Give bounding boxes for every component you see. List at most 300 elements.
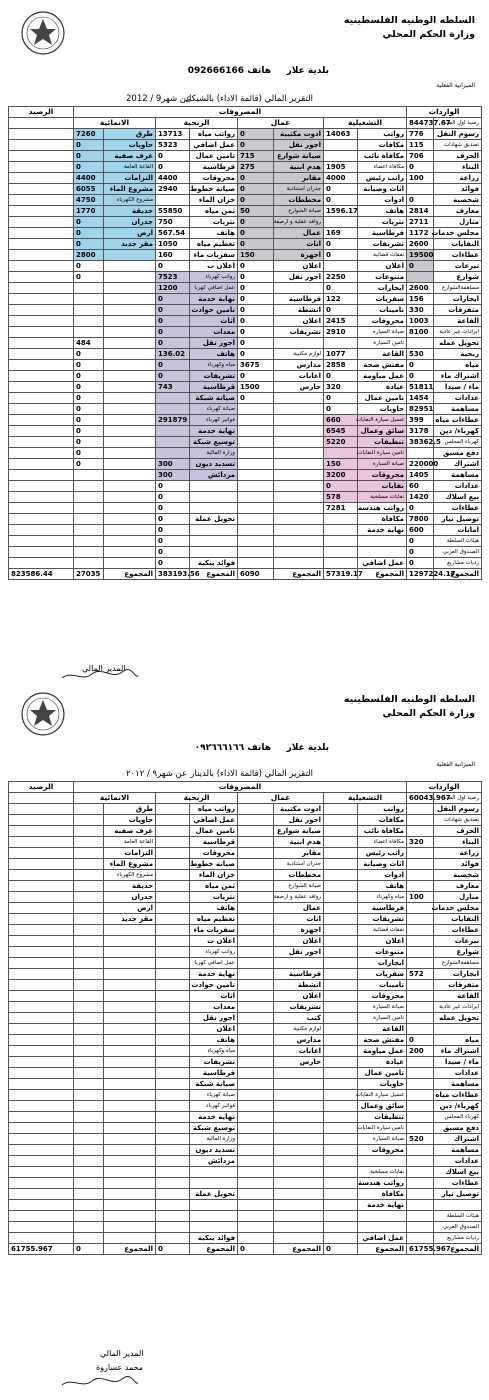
revenue-label: زراعة — [434, 848, 482, 859]
profit-label: رواتب كهرباء — [190, 272, 238, 283]
profit-label: فوائد بنكية — [190, 558, 238, 569]
capital-value — [74, 1167, 104, 1178]
operational-value: 0 — [324, 371, 358, 382]
operational-value: 169 — [324, 228, 358, 239]
table-header-row — [9, 782, 482, 793]
labor-label — [274, 415, 324, 426]
capital-label: حاويات — [104, 140, 156, 151]
table-row — [9, 382, 482, 393]
table-row — [9, 327, 482, 338]
operational-label: مكافاة نائب — [358, 826, 407, 837]
labor-value — [238, 1035, 274, 1046]
profit-value: 0 — [156, 481, 190, 492]
revenue-value: 2600 — [407, 239, 434, 250]
capital-value: 484 — [74, 338, 104, 349]
revenue-value: 51811 — [407, 382, 434, 393]
labor-value — [238, 826, 274, 837]
revenue-value: 1405 — [407, 470, 434, 481]
profit-label: صيانة شبكة — [190, 393, 238, 404]
balance-cell — [9, 448, 74, 459]
capital-value — [74, 492, 104, 503]
revenue-value — [407, 338, 434, 349]
profit-label: عمل اضافي — [190, 815, 238, 826]
capital-value — [74, 1035, 104, 1046]
labor-value — [238, 415, 274, 426]
table-row — [9, 448, 482, 459]
operational-value: 150 — [324, 459, 358, 470]
revenue-label: ايرادات غير عادية — [434, 327, 482, 338]
balance-cell — [9, 1178, 74, 1189]
profit-value — [156, 1013, 190, 1024]
profit-label: اجور نقل — [190, 338, 238, 349]
total-labor: 0 — [238, 1244, 274, 1255]
profit-value — [156, 448, 190, 459]
revenue-label: مياه — [434, 1035, 482, 1046]
table-row — [9, 250, 482, 261]
operational-value — [324, 1200, 358, 1211]
revenue-label: فوائد — [434, 184, 482, 195]
labor-value: 0 — [238, 272, 274, 283]
profit-label: اعلان — [190, 1024, 238, 1035]
capital-value — [74, 1145, 104, 1156]
revenue-value — [407, 859, 434, 870]
total-label: المجموع — [434, 569, 482, 580]
profit-label — [190, 1200, 238, 1211]
capital-label — [104, 958, 156, 969]
profit-value: 0 — [156, 525, 190, 536]
revenue-label: بيع اسلاك — [434, 492, 482, 503]
labor-value — [238, 514, 274, 525]
capital-value — [74, 1079, 104, 1090]
capital-label — [104, 1145, 156, 1156]
revenue-label: عدادات — [434, 481, 482, 492]
operational-value — [324, 881, 358, 892]
operational-label: محروقات — [358, 991, 407, 1002]
table-row — [9, 1189, 482, 1200]
capital-value — [74, 294, 104, 305]
table-row — [9, 228, 482, 239]
capital-label — [104, 338, 156, 349]
operational-label — [358, 547, 407, 558]
capital-value: 4400 — [74, 173, 104, 184]
operational-value — [324, 1167, 358, 1178]
operational-label: مكافات — [358, 140, 407, 151]
operational-value: 578 — [324, 492, 358, 503]
revenue-value — [407, 980, 434, 991]
labor-label: اجهزة — [274, 925, 324, 936]
revenue-value: 220000 — [407, 459, 434, 470]
table-row — [9, 1090, 482, 1101]
profit-label — [190, 1211, 238, 1222]
capital-label — [104, 1189, 156, 1200]
labor-label — [274, 283, 324, 294]
operational-label: اعلان — [358, 936, 407, 947]
profit-label: تعظيم مياه — [190, 239, 238, 250]
profit-value — [156, 881, 190, 892]
capital-label — [104, 1211, 156, 1222]
emblem-icon — [20, 691, 66, 737]
capital-value — [74, 536, 104, 547]
table-row — [9, 173, 482, 184]
table-row — [9, 437, 482, 448]
labor-label: كتب — [274, 1013, 324, 1024]
labor-label: جدران استنادية — [274, 184, 324, 195]
capital-value — [74, 1211, 104, 1222]
profit-value — [156, 426, 190, 437]
operational-label: سائق وعمال — [358, 426, 407, 437]
capital-value — [74, 1189, 104, 1200]
profit-value — [156, 892, 190, 903]
profit-value — [156, 980, 190, 991]
labor-label: اعلان — [274, 316, 324, 327]
operational-value — [324, 903, 358, 914]
labor-label — [274, 404, 324, 415]
labor-label — [274, 1189, 324, 1200]
table-row — [9, 1046, 482, 1057]
profit-value: 0 — [156, 305, 190, 316]
revenue-label: مساهمة — [434, 470, 482, 481]
operational-label: مياه وكهرباء — [358, 892, 407, 903]
revenue-value — [407, 1013, 434, 1024]
revenue-label: فوائد — [434, 859, 482, 870]
revenue-label: تصديق شهادات — [434, 140, 482, 151]
operational-value — [324, 1222, 358, 1233]
profit-value — [156, 969, 190, 980]
revenue-label: عطاءات — [434, 925, 482, 936]
operational-value — [324, 514, 358, 525]
operational-label: عمل اضافي — [358, 1233, 407, 1244]
operational-value — [324, 1035, 358, 1046]
operational-value: 2910 — [324, 327, 358, 338]
operational-value — [324, 1079, 358, 1090]
revenue-value: 0 — [407, 536, 434, 547]
closing-balance: 823586.44 — [9, 569, 74, 580]
labor-value — [238, 503, 274, 514]
revenue-label: هيئات السلطة — [434, 1211, 482, 1222]
revenue-label: ايرادات غير عادية — [434, 1002, 482, 1013]
balance-cell — [9, 1145, 74, 1156]
authority-header — [344, 14, 475, 42]
revenue-label: عطاءات — [434, 250, 482, 261]
operational-value: 4000 — [324, 173, 358, 184]
balance-cell — [9, 1123, 74, 1134]
municipality-line — [188, 66, 329, 76]
labor-label — [274, 514, 324, 525]
revenue-label — [434, 1024, 482, 1035]
profit-label: رواتب مياه — [190, 804, 238, 815]
labor-label: اعانات — [274, 1046, 324, 1057]
labor-value — [238, 925, 274, 936]
profit-value: 0 — [156, 492, 190, 503]
capital-value — [74, 815, 104, 826]
capital-label — [104, 980, 156, 991]
balance-header: الرصيد — [9, 782, 74, 793]
phone-number: ٠٩٢٦٦٦١٦٦ — [194, 743, 245, 753]
capital-label — [104, 426, 156, 437]
balance-cell — [9, 184, 74, 195]
operational-label: نثريات — [358, 217, 407, 228]
table-row — [9, 184, 482, 195]
revenue-label: عطاءات مياه — [434, 415, 482, 426]
operational-value — [324, 1101, 358, 1112]
labor-value — [238, 558, 274, 569]
labor-value — [238, 1233, 274, 1244]
capital-value: 0 — [74, 140, 104, 151]
total-profit: 383193.56 — [156, 569, 190, 580]
profit-header: الربحية — [156, 793, 238, 804]
profit-value — [156, 1167, 190, 1178]
ministry-name: وزارة الحكم المحلي — [382, 708, 475, 719]
operational-label: محروقات — [358, 316, 407, 327]
labor-value — [238, 804, 274, 815]
revenue-label: الحرف — [434, 826, 482, 837]
revenues-header: الواردات — [407, 782, 482, 793]
profit-label: مزدائش — [190, 1156, 238, 1167]
labor-label: لوازم مكتبية — [274, 349, 324, 360]
profit-label — [190, 1178, 238, 1189]
capital-label: حاويات — [104, 815, 156, 826]
capital-label: غرف صفية — [104, 826, 156, 837]
operational-value — [324, 969, 358, 980]
table-row — [9, 859, 482, 870]
table-row — [9, 151, 482, 162]
capital-value: 0 — [74, 349, 104, 360]
operational-label: تامينات — [358, 305, 407, 316]
profit-value — [156, 848, 190, 859]
capital-label — [104, 327, 156, 338]
profit-value — [156, 1178, 190, 1189]
profit-value — [156, 1189, 190, 1200]
profit-label: تحويل عملة — [190, 514, 238, 525]
report-title: التقرير المالي (قائمة الاداء) بالشيكل — [185, 94, 313, 104]
operational-value — [324, 837, 358, 848]
revenue-value — [407, 815, 434, 826]
revenue-label: تبرعات — [434, 936, 482, 947]
operational-label: نهاية خدمة — [358, 525, 407, 536]
labor-value: 715 — [238, 151, 274, 162]
capital-label: جدران — [104, 217, 156, 228]
revenue-label: ايجارات — [434, 294, 482, 305]
labor-label: صيانة شوارع — [274, 151, 324, 162]
profit-value: 1050 — [156, 239, 190, 250]
labor-label: عمال — [274, 228, 324, 239]
operational-label: تامين سيارة النفايات — [358, 448, 407, 459]
balance-cell — [9, 327, 74, 338]
authority-name: السلطه الوطنيه الفلسطينيه — [343, 694, 475, 705]
profit-label: توسيع شبكة — [190, 437, 238, 448]
profit-value: 2940 — [156, 184, 190, 195]
profit-value: 1200 — [156, 283, 190, 294]
capital-value: 2800 — [74, 250, 104, 261]
labor-label: مدارس — [274, 360, 324, 371]
table-row — [9, 837, 482, 848]
profit-value — [156, 1145, 190, 1156]
balance-header: الرصيد — [9, 107, 74, 118]
capital-value — [74, 1068, 104, 1079]
operational-label: سائق وعمال — [358, 1101, 407, 1112]
capital-value — [74, 914, 104, 925]
labor-value: 0 — [238, 217, 274, 228]
labor-label: تشريفات — [274, 327, 324, 338]
labor-value: 0 — [238, 129, 274, 140]
revenue-value: 1420 — [407, 492, 434, 503]
balance-cell — [9, 525, 74, 536]
operational-label: سفريات — [358, 969, 407, 980]
operational-value: 0 — [324, 283, 358, 294]
operational-label: مفتش صحة — [358, 360, 407, 371]
capital-label — [104, 503, 156, 514]
operational-value: 0 — [324, 305, 358, 316]
revenue-value: 3178 — [407, 426, 434, 437]
profit-value — [156, 903, 190, 914]
labor-value — [238, 903, 274, 914]
total-label: المجموع — [434, 1244, 482, 1255]
capital-value — [74, 991, 104, 1002]
total-revenues: 61755.967 — [407, 1244, 434, 1255]
revenue-value — [407, 1057, 434, 1068]
labor-label: اعانات — [274, 371, 324, 382]
balance-cell — [9, 1211, 74, 1222]
profit-label: تحويل عملة — [190, 1189, 238, 1200]
capital-value — [74, 1112, 104, 1123]
labor-label — [274, 448, 324, 459]
revenue-value — [407, 1167, 434, 1178]
revenue-label: ماء / صيدا — [434, 1057, 482, 1068]
labor-label: انشطة — [274, 305, 324, 316]
operational-label: مكافاة — [358, 514, 407, 525]
table-row — [9, 239, 482, 250]
labor-label: تشريفات — [274, 1002, 324, 1013]
balance-cell — [9, 393, 74, 404]
labor-value — [238, 481, 274, 492]
revenue-value — [407, 870, 434, 881]
balance-cell — [9, 360, 74, 371]
capital-label — [104, 1156, 156, 1167]
operational-label: صيانة السيارة — [358, 459, 407, 470]
capital-label — [104, 470, 156, 481]
total-operational: 0 — [324, 1244, 358, 1255]
authority-header — [344, 693, 475, 721]
revenue-label: اشتراك — [434, 1134, 482, 1145]
revenue-label: مجلس خدمات — [434, 228, 482, 239]
profit-value: 0 — [156, 360, 190, 371]
profit-value: 0 — [156, 261, 190, 272]
profit-label: عمل اضافي كهربا — [190, 958, 238, 969]
operational-value: 3200 — [324, 470, 358, 481]
profit-value — [156, 1134, 190, 1145]
labor-value — [238, 936, 274, 947]
operational-value — [324, 1090, 358, 1101]
labor-label: مقابر — [274, 848, 324, 859]
balance-cell — [9, 283, 74, 294]
profit-label: اجور نقل — [190, 1013, 238, 1024]
capital-value — [74, 1123, 104, 1134]
labor-value: 0 — [238, 173, 274, 184]
revenue-value: 600 — [407, 525, 434, 536]
revenue-value — [407, 991, 434, 1002]
labor-value — [238, 547, 274, 558]
revenue-value — [407, 1024, 434, 1035]
capital-value — [74, 925, 104, 936]
operational-value — [324, 936, 358, 947]
revenue-label: عدادات — [434, 1068, 482, 1079]
profit-value: 291879 — [156, 415, 190, 426]
table-row — [9, 881, 482, 892]
profit-label: هاتف — [190, 228, 238, 239]
balance-cell — [9, 129, 74, 140]
balance-cell — [9, 969, 74, 980]
capital-label: مشروع الكهرباء — [104, 870, 156, 881]
capital-label — [104, 1068, 156, 1079]
labor-value — [238, 1079, 274, 1090]
revenue-label: القاعة — [434, 991, 482, 1002]
revenue-value — [407, 826, 434, 837]
capital-label — [104, 1222, 156, 1233]
operational-value — [324, 859, 358, 870]
labor-label: اثاث — [274, 914, 324, 925]
capital-value — [74, 481, 104, 492]
revenue-label: رديات مشاريع — [434, 558, 482, 569]
operational-label: عيادة — [358, 382, 407, 393]
labor-label: صيانة الشوارع — [274, 206, 324, 217]
table-row — [9, 1079, 482, 1090]
profit-value — [156, 947, 190, 958]
profit-label: خزان الماء — [190, 195, 238, 206]
profit-value — [156, 936, 190, 947]
labor-label: اعلان — [274, 991, 324, 1002]
balance-cell — [9, 1134, 74, 1145]
balance-cell — [9, 936, 74, 947]
table-row — [9, 1233, 482, 1244]
labor-value — [238, 470, 274, 481]
operational-value — [324, 261, 358, 272]
capital-value — [74, 1002, 104, 1013]
labor-value — [238, 1046, 274, 1057]
operational-label: تامين سيارة النفايات — [358, 1123, 407, 1134]
profit-label: تعظيم مياه — [190, 914, 238, 925]
revenue-value: 82951 — [407, 404, 434, 415]
balance-cell — [9, 804, 74, 815]
total-profit: 0 — [156, 1244, 190, 1255]
operational-label: تنظيفات — [358, 437, 407, 448]
labor-value — [238, 980, 274, 991]
balance-cell — [9, 1002, 74, 1013]
table-row — [9, 525, 482, 536]
profit-label: نهاية خدمة — [190, 426, 238, 437]
capital-value — [74, 837, 104, 848]
profit-value: 160 — [156, 250, 190, 261]
table-row — [9, 459, 482, 470]
labor-label: صيانة الشوارع — [274, 881, 324, 892]
table-row — [9, 1068, 482, 1079]
capital-value — [74, 316, 104, 327]
capital-label — [104, 371, 156, 382]
profit-label — [190, 481, 238, 492]
capital-label: التزامات — [104, 848, 156, 859]
capital-value — [74, 804, 104, 815]
revenue-label: القاعة — [434, 316, 482, 327]
revenue-label: رديات مشاريع — [434, 1233, 482, 1244]
profit-label: نهاية خدمة — [190, 294, 238, 305]
operational-label: ايجارات — [358, 958, 407, 969]
balance-cell — [9, 881, 74, 892]
revenue-value: 60 — [407, 481, 434, 492]
profit-label: صيانة كهرباء — [190, 404, 238, 415]
revenue-value: 19500 — [407, 250, 434, 261]
operational-label: نفايات مسلخية — [358, 492, 407, 503]
profit-label — [190, 1167, 238, 1178]
capital-label — [104, 382, 156, 393]
